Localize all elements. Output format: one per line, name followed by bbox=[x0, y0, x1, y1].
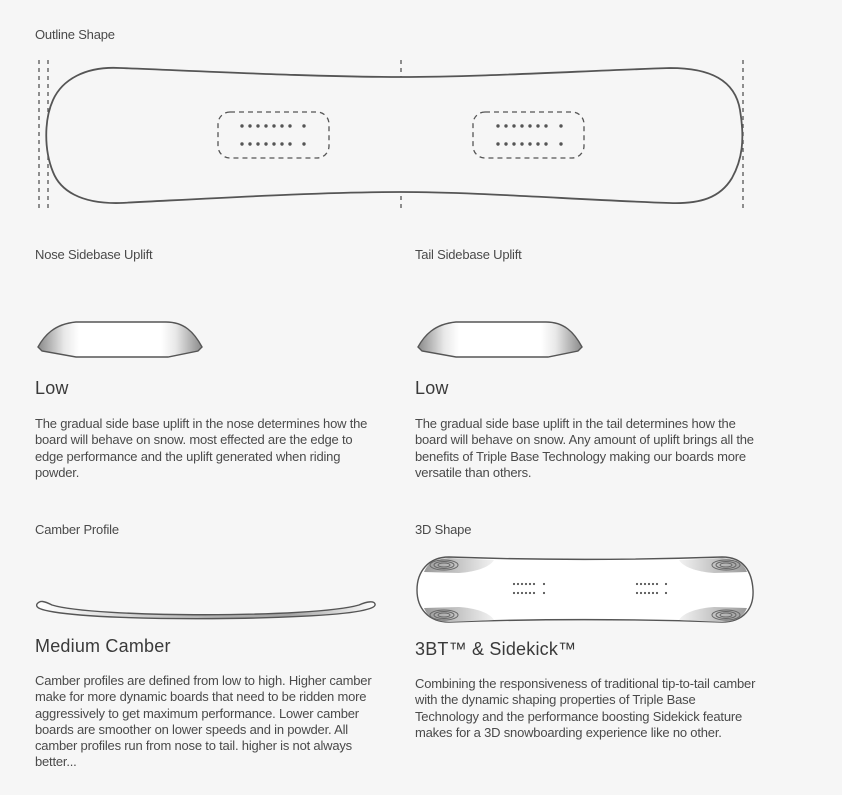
camber-profile-label: Camber Profile bbox=[35, 522, 119, 537]
nose-uplift-description: The gradual side base uplift in the nose determines how the board will behave on snow. most effected are the edge to edge performance and the uplift generated when riding powder. bbox=[35, 416, 368, 480]
camber-profile-diagram bbox=[34, 598, 379, 628]
camber-profile-description: Camber profiles are defined from low to high. Higher camber make for more dynamic boards that need to be ridden more aggressively to get maximum performance. Lower camber boards are smoother on lower speeds and in powder. All camber profiles run from nose to tail. higher is not always better... bbox=[35, 673, 372, 770]
outline-shape-diagram bbox=[0, 0, 842, 220]
tail-uplift-rating: Low bbox=[415, 378, 449, 398]
nose-uplift-label: Nose Sidebase Uplift bbox=[35, 247, 153, 262]
3d-shape-label: 3D Shape bbox=[415, 522, 472, 537]
tail-uplift-diagram bbox=[414, 318, 594, 368]
nose-uplift-diagram bbox=[34, 318, 214, 368]
3d-shape-description: Combining the responsiveness of traditional tip-to-tail camber with the dynamic shaping properties of Triple Base Technology and the performance boosting Sidekick feature makes for a 3D snowboarding experience like no other. bbox=[415, 676, 756, 740]
3d-shape-diagram bbox=[414, 552, 759, 632]
nose-uplift-rating: Low bbox=[35, 378, 69, 398]
outline-shape-label: Outline Shape bbox=[35, 27, 115, 42]
camber-profile-rating: Medium Camber bbox=[35, 636, 171, 656]
3d-shape-rating: 3BT™ & Sidekick™ bbox=[415, 639, 577, 659]
tail-uplift-label: Tail Sidebase Uplift bbox=[415, 247, 522, 262]
tail-uplift-description: The gradual side base uplift in the tail determines how the board will behave on snow. Any amount of uplift brings all the benefits of Triple Base Technology making our boards more versatile than others. bbox=[415, 416, 754, 480]
